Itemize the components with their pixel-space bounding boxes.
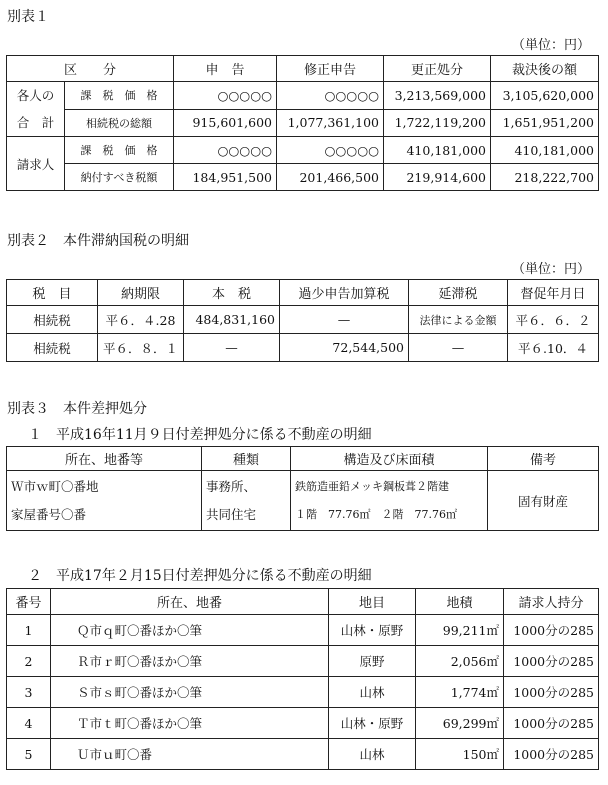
table2-unit: （単位：円） xyxy=(512,262,591,277)
structure-line: 鉄筋造亜鉛メッキ鋼板葺２階建 xyxy=(295,479,449,493)
table2-header: 納期限 xyxy=(98,280,184,306)
table3-2-header: 所在、地番 xyxy=(51,589,329,615)
table-cell: 山林・原野 xyxy=(329,615,416,646)
table-cell: 72,544,500 xyxy=(280,334,409,362)
table-cell: ○○○○○ xyxy=(174,82,277,110)
table-cell: 5 xyxy=(7,739,51,770)
table3-1-header: 構造及び床面積 xyxy=(291,447,488,471)
location-line: Ｗ市ｗ町〇番地 xyxy=(11,478,99,494)
table3-2-header: 地目 xyxy=(329,589,416,615)
table-cell: 150㎡ xyxy=(416,739,504,770)
table3-1-header-row xyxy=(7,447,599,471)
table-row xyxy=(7,739,599,770)
structure-cell xyxy=(291,471,488,531)
table-cell: — xyxy=(409,334,508,362)
table-cell: 410,181,000 xyxy=(491,137,599,164)
table-cell: 原野 xyxy=(329,646,416,677)
table2-header: 過少申告加算税 xyxy=(280,280,409,306)
table3-1-header: 種類 xyxy=(202,447,291,471)
table1-header: 裁決後の額 xyxy=(491,56,599,82)
table3-1-header: 所在、地番等 xyxy=(7,447,202,471)
table2-header: 延滞税 xyxy=(409,280,508,306)
table-cell: 相続税 xyxy=(7,334,98,362)
location-cell xyxy=(7,471,202,531)
table2-title: 別表２ 本件滞納国税の明細 xyxy=(7,233,189,249)
table1-header: 更正処分 xyxy=(384,56,491,82)
table-cell: ○○○○○ xyxy=(277,137,384,164)
table2-header: 税 目 xyxy=(7,280,98,306)
table3-2-header: 番号 xyxy=(7,589,51,615)
table2-header: 督促年月日 xyxy=(508,280,599,306)
table3-subtitle-2: ２ 平成17年２月15日付差押処分に係る不動産の明細 xyxy=(28,568,372,584)
table-row xyxy=(7,306,599,334)
table-cell: 山林 xyxy=(329,739,416,770)
table3-title: 別表３ 本件差押処分 xyxy=(7,401,147,417)
table-cell: 2 xyxy=(7,646,51,677)
kind-cell xyxy=(202,471,291,531)
table-cell: 法律による金額 xyxy=(409,306,508,334)
row-label: 相続税の総額 xyxy=(65,109,174,137)
row-label: 納付すべき税額 xyxy=(65,164,174,191)
table-cell: Ｒ市ｒ町〇番ほか〇筆 xyxy=(51,646,329,677)
table-cell: 1000分の285 xyxy=(504,677,599,708)
table-cell: 218,222,700 xyxy=(491,164,599,191)
table-cell: Ｑ市ｑ町〇番ほか〇筆 xyxy=(51,615,329,646)
kind-line: 共同住宅 xyxy=(206,506,257,522)
table-row xyxy=(7,109,599,137)
table3-1-header: 備考 xyxy=(488,447,599,471)
table-row xyxy=(7,334,599,362)
row-label: 課 税 価 格 xyxy=(65,137,174,164)
table-cell: 3,213,569,000 xyxy=(384,82,491,110)
table3-1 xyxy=(6,446,599,531)
table3-2-header: 請求人持分 xyxy=(504,589,599,615)
table-cell: 1,077,361,100 xyxy=(277,109,384,137)
table3-2-header: 地積 xyxy=(416,589,504,615)
table-cell: — xyxy=(184,334,280,362)
table-cell: ○○○○○ xyxy=(277,82,384,110)
table1-header: 申 告 xyxy=(174,56,277,82)
table1-header: 修正申告 xyxy=(277,56,384,82)
table-cell: 平６.10．４ xyxy=(508,334,599,362)
note-cell: 固有財産 xyxy=(488,471,599,531)
table1-header: 区 分 xyxy=(7,56,174,82)
table-cell: 1,774㎡ xyxy=(416,677,504,708)
table1-header-row xyxy=(7,56,599,82)
group-label: 請求人 xyxy=(7,137,65,191)
table3-subtitle-1: １ 平成16年11月９日付差押処分に係る不動産の明細 xyxy=(28,427,372,443)
table-cell: 184,951,500 xyxy=(174,164,277,191)
table1-unit: （単位：円） xyxy=(512,38,591,53)
kind-line: 事務所、 xyxy=(206,478,257,494)
table-cell: 915,601,600 xyxy=(174,109,277,137)
table-cell: 山林・原野 xyxy=(329,708,416,739)
table-cell: ○○○○○ xyxy=(174,137,277,164)
group-label-line: 合 計 xyxy=(16,115,55,130)
table-cell: 平６．８．１ xyxy=(98,334,184,362)
table-cell: 1000分の285 xyxy=(504,739,599,770)
table2-header-row xyxy=(7,280,599,306)
table-cell: 410,181,000 xyxy=(384,137,491,164)
table-cell: 相続税 xyxy=(7,306,98,334)
table-cell: 3,105,620,000 xyxy=(491,82,599,110)
row-label: 課 税 価 格 xyxy=(65,82,174,110)
table-cell: 1000分の285 xyxy=(504,708,599,739)
table-cell: 1,722,119,200 xyxy=(384,109,491,137)
table-row xyxy=(7,708,599,739)
table2 xyxy=(6,279,599,362)
table-cell: Ｔ市ｔ町〇番ほか〇筆 xyxy=(51,708,329,739)
table3-2-header-row xyxy=(7,589,599,615)
table-cell: 201,466,500 xyxy=(277,164,384,191)
table-cell: 1,651,951,200 xyxy=(491,109,599,137)
table1 xyxy=(6,55,599,191)
table-row xyxy=(7,137,599,164)
table-cell: 219,914,600 xyxy=(384,164,491,191)
table-row xyxy=(7,164,599,191)
table-cell: 69,299㎡ xyxy=(416,708,504,739)
group-label-line: 各人の xyxy=(16,88,55,103)
table-cell: 山林 xyxy=(329,677,416,708)
table3-2 xyxy=(6,588,599,770)
table2-header: 本 税 xyxy=(184,280,280,306)
table-row xyxy=(7,677,599,708)
table-cell: — xyxy=(280,306,409,334)
table-row xyxy=(7,82,599,110)
table-cell: Ｓ市ｓ町〇番ほか〇筆 xyxy=(51,677,329,708)
table-cell: 99,211㎡ xyxy=(416,615,504,646)
table-row xyxy=(7,646,599,677)
table-row xyxy=(7,471,599,531)
table-cell: 4 xyxy=(7,708,51,739)
table-cell: 平６．４.28 xyxy=(98,306,184,334)
structure-line: １階 77.76㎡ ２階 77.76㎡ xyxy=(295,507,457,521)
table-cell: 1000分の285 xyxy=(504,646,599,677)
table-cell: 484,831,160 xyxy=(184,306,280,334)
table-row xyxy=(7,615,599,646)
table-cell: 1000分の285 xyxy=(504,615,599,646)
group-label xyxy=(7,82,65,137)
location-line: 家屋番号〇番 xyxy=(11,506,87,522)
table-cell: 1 xyxy=(7,615,51,646)
table-cell: 2,056㎡ xyxy=(416,646,504,677)
table-cell: 平６．６．２ xyxy=(508,306,599,334)
table-cell: 3 xyxy=(7,677,51,708)
table-cell: Ｕ市ｕ町〇番 xyxy=(51,739,329,770)
table1-title: 別表１ xyxy=(7,9,49,25)
